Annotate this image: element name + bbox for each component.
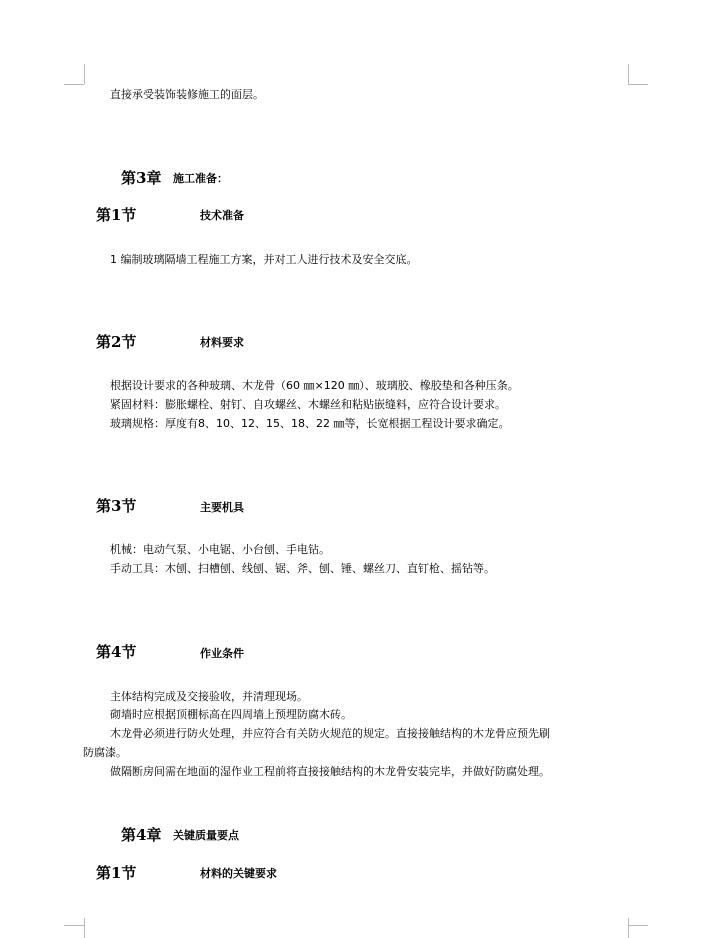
body-text: 1 编制玻璃隔墙工程施工方案，并对工人进行技术及安全交底。 bbox=[110, 253, 418, 266]
chapter-title: 关键质量要点 bbox=[173, 829, 239, 842]
chapter-number: 第4章 bbox=[121, 826, 162, 844]
body-text: 机械：电动气泵、小电锯、小台刨、手电钻。 bbox=[110, 543, 330, 556]
crop-mark bbox=[628, 84, 648, 85]
section-title: 主要机具 bbox=[200, 501, 244, 514]
crop-mark bbox=[628, 925, 648, 926]
chapter-title: 施工准备： bbox=[173, 172, 228, 185]
section-number: 第3节 bbox=[96, 497, 137, 515]
body-text: 做隔断房间需在地面的湿作业工程前将直接接触结构的木龙骨安装完毕，并做好防腐处理。 bbox=[110, 765, 550, 778]
body-text: 砌墙时应根据顶棚标高在四周墙上预埋防腐木砖。 bbox=[110, 708, 352, 721]
crop-mark bbox=[64, 925, 84, 926]
crop-mark bbox=[628, 64, 629, 84]
section-number: 第1节 bbox=[96, 864, 137, 882]
body-text: 根据设计要求的各种玻璃、木龙骨（60 ㎜×120 ㎜）、玻璃胶、橡胶垫和各种压条。 bbox=[110, 379, 519, 392]
crop-mark bbox=[628, 918, 629, 938]
section-title: 作业条件 bbox=[200, 647, 244, 660]
body-text: 直接承受装饰装修施工的面层。 bbox=[110, 88, 264, 101]
body-text: 木龙骨必须进行防火处理，并应符合有关防火规范的规定。直接接触结构的木龙骨应预先刷 bbox=[110, 727, 550, 740]
section-number: 第1节 bbox=[96, 206, 137, 224]
section-title: 材料要求 bbox=[200, 336, 244, 349]
section-number: 第4节 bbox=[96, 643, 137, 661]
chapter-number: 第3章 bbox=[121, 169, 162, 187]
body-text: 主体结构完成及交接验收，并清理现场。 bbox=[110, 690, 308, 703]
body-text: 紧固材料：膨胀螺栓、射钉、自攻螺丝、木螺丝和粘贴嵌缝料，应符合设计要求。 bbox=[110, 398, 506, 411]
section-title: 技术准备 bbox=[200, 209, 244, 222]
section-title: 材料的关键要求 bbox=[200, 867, 277, 880]
section-number: 第2节 bbox=[96, 333, 137, 351]
body-text: 玻璃规格：厚度有8、10、12、15、18、22 ㎜等，长宽根据工程设计要求确定。 bbox=[110, 417, 510, 430]
crop-mark bbox=[84, 64, 85, 84]
crop-mark bbox=[84, 918, 85, 938]
crop-mark bbox=[64, 84, 84, 85]
body-text: 手动工具：木刨、扫槽刨、线刨、锯、斧、刨、锤、螺丝刀、直钉枪、摇钻等。 bbox=[110, 562, 495, 575]
body-text: 防腐漆。 bbox=[83, 746, 127, 759]
